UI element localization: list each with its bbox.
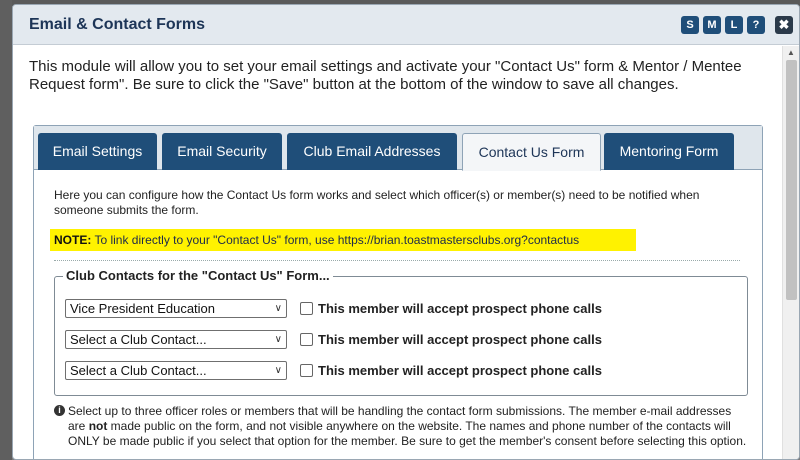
- contact-form-description: Here you can configure how the Contact Us form works and select which officer(s) or member(s) need to be notified when someone submits the form.: [54, 188, 700, 217]
- tab-club-email-addresses[interactable]: Club Email Addresses: [287, 133, 457, 170]
- tab-contact-us-form[interactable]: Contact Us Form: [462, 133, 601, 171]
- chevron-down-icon: ∨: [274, 364, 282, 376]
- contact-1-select[interactable]: [65, 299, 287, 318]
- contact-2-selected-value: Select a Club Contact...: [70, 331, 207, 347]
- club-contacts-fieldset: [54, 268, 748, 396]
- info-icon: i: [54, 405, 65, 416]
- note-text: To link directly to your "Contact Us" form, use https://brian.toastmastersclubs.org?contactus: [91, 233, 580, 247]
- help-button[interactable]: ?: [747, 16, 765, 34]
- chevron-down-icon: ∨: [274, 302, 282, 314]
- contact-us-tab-content: [54, 188, 744, 247]
- contact-row-1: [65, 298, 602, 318]
- contact-1-phone-label[interactable]: This member will accept prospect phone calls: [318, 300, 602, 316]
- dialog-title: Email & Contact Forms: [29, 16, 206, 33]
- scrollbar-thumb[interactable]: [786, 60, 797, 300]
- note-label: NOTE:: [54, 233, 92, 247]
- size-medium-button[interactable]: M: [703, 16, 721, 34]
- contact-3-phone-checkbox[interactable]: [300, 364, 313, 377]
- tab-email-security[interactable]: Email Security: [162, 133, 282, 170]
- contact-3-select[interactable]: [65, 361, 287, 380]
- contact-1-selected-value: Vice President Education: [70, 300, 216, 316]
- size-large-button[interactable]: L: [725, 16, 743, 34]
- contact-3-phone-label[interactable]: This member will accept prospect phone calls: [318, 362, 602, 378]
- close-icon[interactable]: ✖: [775, 16, 793, 34]
- tab-mentoring-form[interactable]: Mentoring Form: [604, 133, 734, 170]
- info-text-bold: not: [88, 419, 108, 433]
- contact-2-phone-label[interactable]: This member will accept prospect phone calls: [318, 331, 602, 347]
- tab-email-settings[interactable]: Email Settings: [38, 133, 157, 170]
- tab-bar: [34, 126, 762, 170]
- scroll-up-icon[interactable]: ▲: [787, 48, 795, 57]
- vertical-scrollbar[interactable]: [782, 46, 799, 460]
- contact-row-2: [65, 329, 602, 349]
- dotted-divider: [54, 260, 740, 261]
- contacts-info-text: [54, 404, 748, 449]
- module-intro-text: This module will allow you to set your email settings and activate your "Contact Us" form & Mentor / Mentee Request form". Be sure to click the "Save" button at the bottom of the window to save all changes.: [29, 58, 742, 93]
- contact-3-selected-value: Select a Club Contact...: [70, 362, 207, 378]
- contact-us-link-note: [50, 229, 636, 251]
- club-contacts-legend: Club Contacts for the "Contact Us" Form...: [63, 268, 333, 283]
- contact-2-phone-checkbox[interactable]: [300, 333, 313, 346]
- settings-panel: [33, 125, 763, 460]
- chevron-down-icon: ∨: [274, 333, 282, 345]
- size-small-button[interactable]: S: [681, 16, 699, 34]
- info-text-part-1: Select up to three officer roles or members that will be handling the contact form submissions. The member e-mail addresses are: [68, 404, 732, 433]
- contact-1-phone-checkbox[interactable]: [300, 302, 313, 315]
- email-contact-forms-dialog: [12, 4, 800, 460]
- background-left-strip: [0, 0, 12, 460]
- contact-row-3: [65, 360, 602, 380]
- dialog-titlebar[interactable]: [13, 5, 800, 45]
- window-size-controls: [681, 16, 793, 34]
- info-text-part-2: made public on the form, and not visible anywhere on the website. The names and phone number of the contacts will ONLY be made public if you select that option for the member. Be sure to get the member's consent before selecting this option.: [68, 419, 747, 448]
- contact-2-select[interactable]: [65, 330, 287, 349]
